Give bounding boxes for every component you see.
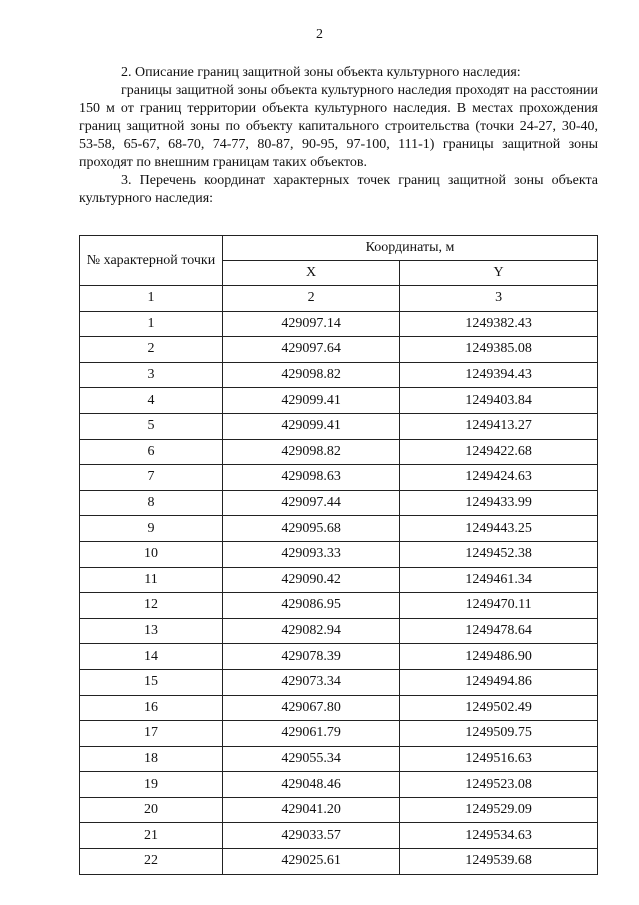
point-number-cell: 3: [80, 362, 223, 388]
y-coordinate-cell: 1249509.75: [400, 721, 598, 747]
table-row: [80, 541, 598, 567]
table-row: [80, 797, 598, 823]
x-coordinate-cell: 429090.42: [223, 567, 400, 593]
x-coordinate-cell: 429093.33: [223, 541, 400, 567]
table-row: [80, 823, 598, 849]
y-coordinate-cell: 1249539.68: [400, 849, 598, 875]
x-coordinate-cell: 429055.34: [223, 746, 400, 772]
y-coordinate-cell: 1249461.34: [400, 567, 598, 593]
section-2-text: границы защитной зоны объекта культурного наследия проходят на расстоянии 150 м от границ территории объекта культурного наследия. В местах прохождения границ защитной зоны по объекту капитального строительства (точки 24-27, 30-40, 53-58, 65-67, 68-70, 74-77, 80-87, 90-95, 97-100, 111-1) границы защитной зоны проходят по внешним границам таких объектов.: [79, 83, 598, 170]
y-coordinate-cell: 1249523.08: [400, 772, 598, 798]
column-index-cell: 2: [223, 286, 400, 312]
table-row: [80, 772, 598, 798]
point-number-cell: 15: [80, 669, 223, 695]
point-number-cell: 6: [80, 439, 223, 465]
point-number-cell: 9: [80, 516, 223, 542]
point-number-cell: 7: [80, 465, 223, 491]
point-number-cell: 4: [80, 388, 223, 414]
y-coordinate-cell: 1249424.63: [400, 465, 598, 491]
section-2-heading: 2. Описание границ защитной зоны объекта культурного наследия:: [121, 65, 521, 80]
point-number-cell: 2: [80, 337, 223, 363]
table-row: [80, 362, 598, 388]
x-coordinate-cell: 429041.20: [223, 797, 400, 823]
table-row: [80, 669, 598, 695]
table-row: [80, 721, 598, 747]
column-index-cell: 1: [80, 286, 223, 312]
x-coordinate-cell: 429086.95: [223, 593, 400, 619]
x-coordinate-cell: 429078.39: [223, 644, 400, 670]
x-coordinate-cell: 429048.46: [223, 772, 400, 798]
table-row: [80, 695, 598, 721]
document-body: [79, 64, 598, 208]
table-row: [80, 413, 598, 439]
point-number-cell: 10: [80, 541, 223, 567]
y-coordinate-cell: 1249452.38: [400, 541, 598, 567]
x-coordinate-cell: 429098.82: [223, 362, 400, 388]
table-row: [80, 746, 598, 772]
y-coordinate-cell: 1249403.84: [400, 388, 598, 414]
table-row: [80, 490, 598, 516]
point-number-cell: 21: [80, 823, 223, 849]
table-row: [80, 516, 598, 542]
point-number-cell: 20: [80, 797, 223, 823]
table-row: [80, 439, 598, 465]
page-number: 2: [316, 27, 323, 42]
x-coordinate-cell: 429099.41: [223, 413, 400, 439]
x-coordinate-cell: 429025.61: [223, 849, 400, 875]
x-coordinate-cell: 429098.63: [223, 465, 400, 491]
x-coordinate-cell: 429082.94: [223, 618, 400, 644]
point-number-cell: 17: [80, 721, 223, 747]
header-point-number: № характерной точки: [80, 236, 223, 286]
y-coordinate-cell: 1249422.68: [400, 439, 598, 465]
coordinates-table: [79, 235, 598, 875]
y-coordinate-cell: 1249385.08: [400, 337, 598, 363]
point-number-cell: 16: [80, 695, 223, 721]
y-coordinate-cell: 1249534.63: [400, 823, 598, 849]
point-number-cell: 22: [80, 849, 223, 875]
point-number-cell: 18: [80, 746, 223, 772]
y-coordinate-cell: 1249433.99: [400, 490, 598, 516]
point-number-cell: 12: [80, 593, 223, 619]
y-coordinate-cell: 1249478.64: [400, 618, 598, 644]
y-coordinate-cell: 1249394.43: [400, 362, 598, 388]
column-index-row: [80, 286, 598, 312]
point-number-cell: 8: [80, 490, 223, 516]
column-index-cell: 3: [400, 286, 598, 312]
table-row: [80, 311, 598, 337]
point-number-cell: 5: [80, 413, 223, 439]
x-coordinate-cell: 429097.14: [223, 311, 400, 337]
table-row: [80, 388, 598, 414]
header-x: X: [223, 261, 400, 286]
y-coordinate-cell: 1249470.11: [400, 593, 598, 619]
header-y: Y: [400, 261, 598, 286]
x-coordinate-cell: 429095.68: [223, 516, 400, 542]
point-number-cell: 14: [80, 644, 223, 670]
x-coordinate-cell: 429097.64: [223, 337, 400, 363]
table-row: [80, 567, 598, 593]
table-row: [80, 593, 598, 619]
table-row: [80, 618, 598, 644]
table-row: [80, 849, 598, 875]
y-coordinate-cell: 1249443.25: [400, 516, 598, 542]
x-coordinate-cell: 429061.79: [223, 721, 400, 747]
y-coordinate-cell: 1249494.86: [400, 669, 598, 695]
y-coordinate-cell: 1249502.49: [400, 695, 598, 721]
table-row: [80, 337, 598, 363]
table-row: [80, 644, 598, 670]
y-coordinate-cell: 1249529.09: [400, 797, 598, 823]
point-number-cell: 19: [80, 772, 223, 798]
y-coordinate-cell: 1249486.90: [400, 644, 598, 670]
point-number-cell: 13: [80, 618, 223, 644]
x-coordinate-cell: 429073.34: [223, 669, 400, 695]
coordinates-table-body: [80, 286, 598, 875]
y-coordinate-cell: 1249382.43: [400, 311, 598, 337]
table-row: [80, 465, 598, 491]
point-number-cell: 11: [80, 567, 223, 593]
y-coordinate-cell: 1249413.27: [400, 413, 598, 439]
x-coordinate-cell: 429033.57: [223, 823, 400, 849]
point-number-cell: 1: [80, 311, 223, 337]
x-coordinate-cell: 429067.80: [223, 695, 400, 721]
x-coordinate-cell: 429099.41: [223, 388, 400, 414]
x-coordinate-cell: 429097.44: [223, 490, 400, 516]
y-coordinate-cell: 1249516.63: [400, 746, 598, 772]
x-coordinate-cell: 429098.82: [223, 439, 400, 465]
section-3-heading: 3. Перечень координат характерных точек границ защитной зоны объекта культурного наследия:: [79, 173, 598, 206]
header-coordinates: Координаты, м: [223, 236, 598, 261]
